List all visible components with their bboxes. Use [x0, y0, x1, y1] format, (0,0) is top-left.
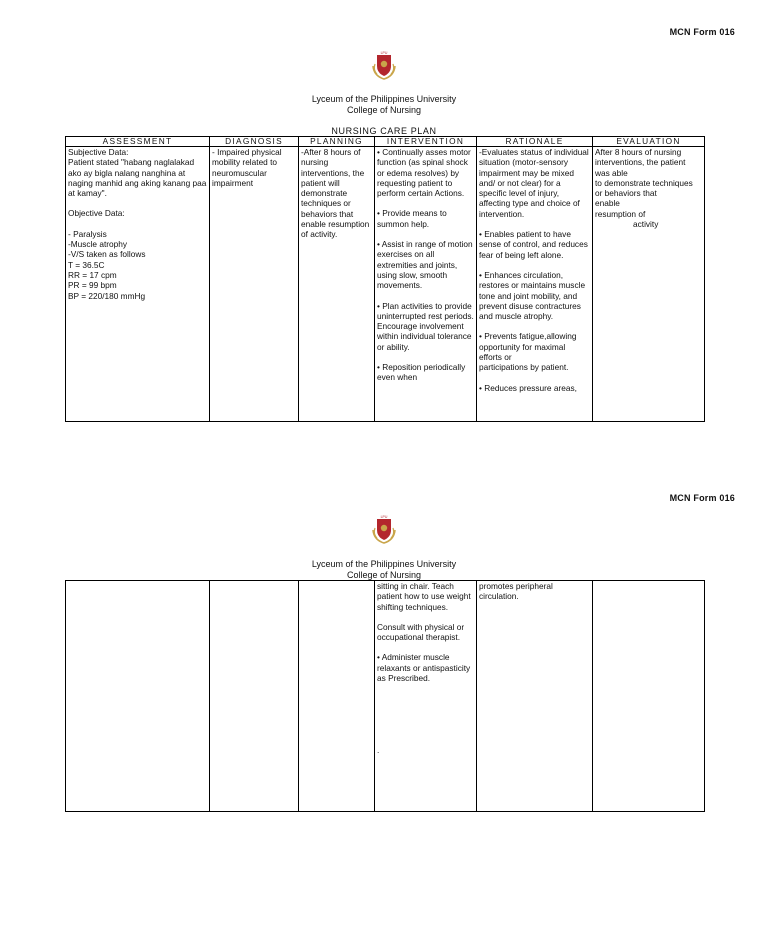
col-planning: PLANNING [299, 137, 375, 147]
intervention-cell [375, 581, 477, 812]
rationale-item: • Reduces pressure areas, [479, 382, 577, 393]
table-row [66, 581, 705, 812]
intervention-item: • Continually asses motor function (as spinal shock or edema resolves) by requesting patient to perform certain Actions. [377, 147, 471, 199]
table-header-row [66, 137, 705, 147]
subjective-text: Patient stated "habang naglalakad ako ay bigla nalang nanghina at naging manhid ang aking kanang paa at kamay". [68, 157, 207, 199]
evaluation-last: activity [633, 219, 659, 230]
intervention-item: • Plan activities to provide uninterrupted rest periods. Encourage involvement within individual tolerance or ability. [377, 300, 474, 352]
intervention-item: • Administer muscle relaxants or antispasticity as Prescribed. [377, 652, 471, 684]
evaluation-cell [593, 147, 705, 422]
intervention-cell [375, 147, 477, 422]
form-number: MCN Form 016 [669, 27, 735, 37]
assessment-cell [66, 147, 210, 422]
objective-item: RR = 17 cpm [68, 269, 117, 280]
rationale-cell: promotes peripheral circulation. [477, 581, 593, 812]
university-name: Lyceum of the Philippines University [311, 94, 457, 104]
rationale-item: • Enhances circulation, restores or maintains muscle tone and joint mobility, and prevent disuse contractures and muscle atrophy. [479, 269, 586, 322]
subjective-label: Subjective Data: [68, 147, 129, 157]
care-plan-table [65, 136, 705, 422]
intervention-item: • Assist in range of motion exercises on all extremities and joints, using slow, smooth movements. [377, 239, 473, 291]
diagnosis-cell: - Impaired physical mobility related to neuromuscular impairment [210, 147, 299, 422]
objective-item: - Paralysis [68, 228, 107, 239]
rationale-cell [477, 147, 593, 422]
care-plan-table-continued [65, 580, 705, 812]
trailing-mark: . [377, 745, 380, 756]
university-seal-icon [370, 50, 398, 80]
objective-item: T = 36.5C [68, 259, 105, 270]
assessment-cell [66, 581, 210, 812]
college-name: College of Nursing [346, 570, 422, 580]
evaluation-cell [593, 581, 705, 812]
intervention-item: • Reposition periodically even when [377, 362, 466, 383]
intervention-item: Consult with physical or occupational therapist. [377, 621, 465, 643]
objective-item: PR = 99 bpm [68, 280, 117, 291]
diagnosis-cell [210, 581, 299, 812]
objective-item: BP = 220/180 mmHg [68, 290, 146, 301]
planning-cell [299, 581, 375, 812]
svg-text:LPU: LPU [380, 51, 388, 55]
objective-item: -Muscle atrophy [68, 239, 128, 250]
university-seal-icon [370, 514, 398, 544]
form-number: MCN Form 016 [669, 493, 735, 503]
rationale-item: -Evaluates status of individual situation (motor-sensory impairment may be mixed and/ or not clear) for a specific level of injury, affecting type and choice of intervention. [479, 147, 589, 219]
svg-text:LPU: LPU [380, 515, 388, 519]
university-name: Lyceum of the Philippines University [311, 559, 457, 569]
college-name: College of Nursing [346, 105, 422, 115]
col-evaluation: EVALUATION [593, 137, 705, 147]
col-intervention: INTERVENTION [375, 137, 477, 147]
plan-title: NURSING CARE PLAN [331, 126, 437, 136]
col-diagnosis: DIAGNOSIS [210, 137, 299, 147]
intervention-item: • Provide means to summon help. [377, 208, 447, 229]
rationale-item: • Prevents fatigue,allowing opportunity for maximal efforts or participations by patient. [479, 331, 577, 373]
evaluation-text: After 8 hours of nursing interventions, the patient was able to demonstrate techniques or behaviors that enable resumption of [595, 147, 693, 219]
objective-item: -V/S taken as follows [68, 249, 146, 260]
objective-label: Objective Data: [68, 208, 125, 219]
planning-cell: -After 8 hours of nursing interventions, the patient will demonstrate techniques or behaviors that enable resumption of activity. [299, 147, 375, 422]
rationale-item: • Enables patient to have sense of control, and reduces fear of being left alone. [479, 229, 588, 260]
col-rationale: RATIONALE [477, 137, 593, 147]
intervention-item: sitting in chair. Teach patient how to use weight shifting techniques. [377, 581, 471, 612]
table-row [66, 147, 705, 422]
col-assessment: ASSESSMENT [66, 137, 210, 147]
page-2 [0, 466, 768, 932]
